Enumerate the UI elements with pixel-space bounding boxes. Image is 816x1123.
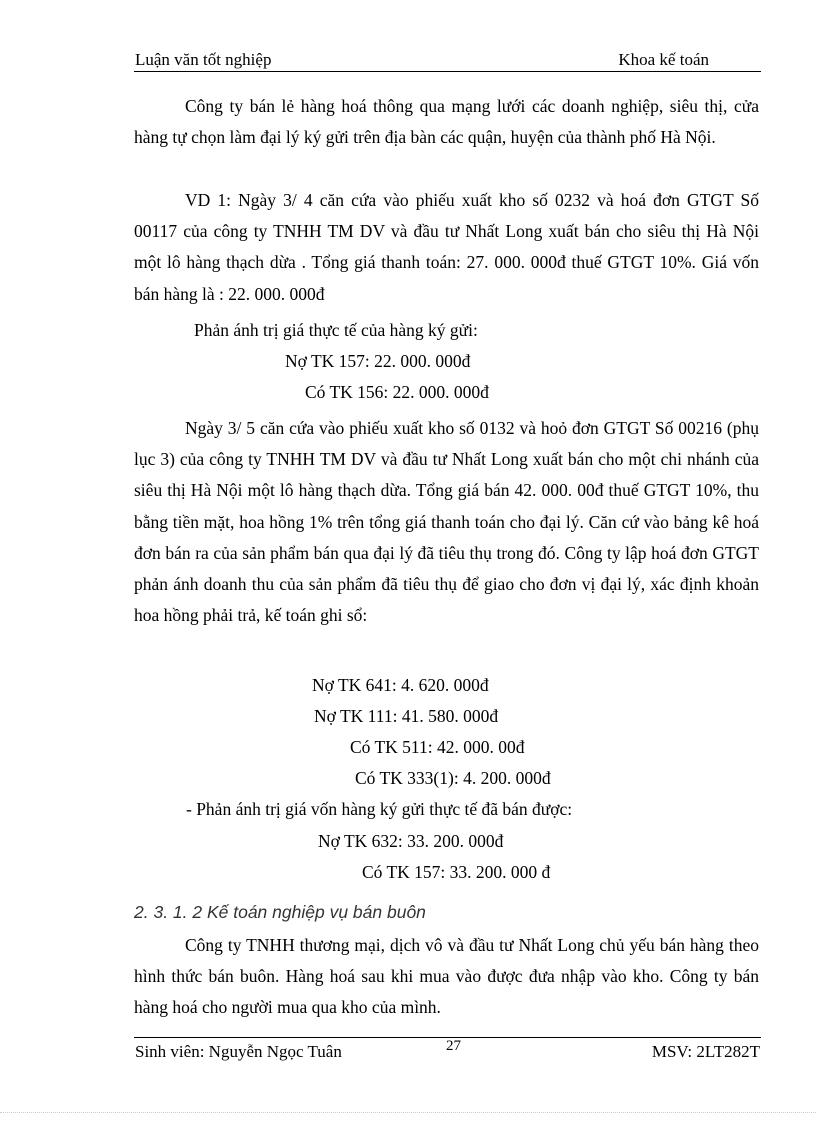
- entry-credit-3331: Có TK 333(1): 4. 200. 000đ: [355, 768, 551, 788]
- entry-debit-632: Nợ TK 632: 33. 200. 000đ: [318, 831, 504, 851]
- paragraph-2: VD 1: Ngày 3/ 4 căn cứa vào phiếu xuất kho số 0232 và hoá đơn GTGT Số 00117 của công ty TNHH TM DV và đầu tư Nhất Long xuất bán cho siêu thị Hà Nội một lô hàng thạch dừa . Tổng giá thanh toán: 27. 000. 000đ thuế GTGT 10%. Giá vốn bán hàng là : 22. 000. 000đ: [134, 190, 759, 304]
- footer-student-name: Sinh viên: Nguyễn Ngọc Tuân: [135, 1042, 342, 1061]
- paragraph-6-block: [134, 930, 759, 1024]
- paragraph-3: Phản ánh trị giá thực tế của hàng ký gửi:: [194, 320, 478, 340]
- entry-credit-157: Có TK 157: 33. 200. 000 đ: [362, 862, 551, 882]
- footer-student-id: MSV: 2LT282T: [651, 1042, 760, 1061]
- paragraph-2-block: [134, 185, 759, 310]
- entry-debit-157: Nợ TK 157: 22. 000. 000đ: [285, 351, 471, 371]
- header-divider: [134, 71, 761, 72]
- entry-credit-511: Có TK 511: 42. 000. 00đ: [350, 737, 525, 757]
- paragraph-1: Công ty bán lẻ hàng hoá thông qua mạng lưới các doanh nghiệp, siêu thị, cửa hàng tự chọn làm đại lý ký gửi trên địa bàn các quận, huyện của thành phố Hà Nội.: [134, 96, 759, 148]
- page-edge-divider: [0, 1112, 816, 1113]
- paragraph-4: Ngày 3/ 5 căn cứa vào phiếu xuất kho số 0132 và hoỏ đơn GTGT Số 00216 (phụ lục 3) của công ty TNHH TM DV và đầu tư Nhất Long xuất bán cho một chi nhánh của siêu thị Hà Nội một lô hàng thạch dừa. Tổng giá bán 42. 000. 00đ thuế GTGT 10%, thu bằng tiền mặt, hoa hồng 1% trên tổng giá thanh toán cho đại lý. Căn cứ vào bảng kê hoá đơn bán ra của sản phẩm bán qua đại lý đã tiêu thụ trong đó. Công ty lập hoá đơn GTGT phản ánh doanh thu của sản phẩm đã tiêu thụ để giao cho đơn vị đại lý, xác định khoản hoa hồng phải trả, kế toán ghi sổ:: [134, 418, 759, 626]
- paragraph-4-block: [134, 413, 759, 631]
- section-heading: 2. 3. 1. 2 Kế toán nghiệp vụ bán buôn: [134, 902, 426, 922]
- entry-credit-156: Có TK 156: 22. 000. 000đ: [305, 382, 489, 402]
- header-department: Khoa kế toán: [618, 50, 709, 69]
- paragraph-5: - Phản ánh trị giá vốn hàng ký gửi thực tế đã bán được:: [186, 799, 573, 819]
- page-number: 27: [446, 1038, 461, 1054]
- header-thesis-title: Luận văn tốt nghiệp: [135, 50, 272, 69]
- paragraph-6: Công ty TNHH thương mại, dịch vô và đầu tư Nhất Long chủ yếu bán hàng theo hình thức bán buôn. Hàng hoá sau khi mua vào được đưa nhập vào kho. Công ty bán hàng hoá cho người mua qua kho của mình.: [134, 935, 759, 1018]
- entry-debit-641: Nợ TK 641: 4. 620. 000đ: [312, 675, 489, 695]
- entry-debit-111: Nợ TK 111: 41. 580. 000đ: [314, 706, 499, 726]
- paragraph-1-block: [134, 91, 759, 153]
